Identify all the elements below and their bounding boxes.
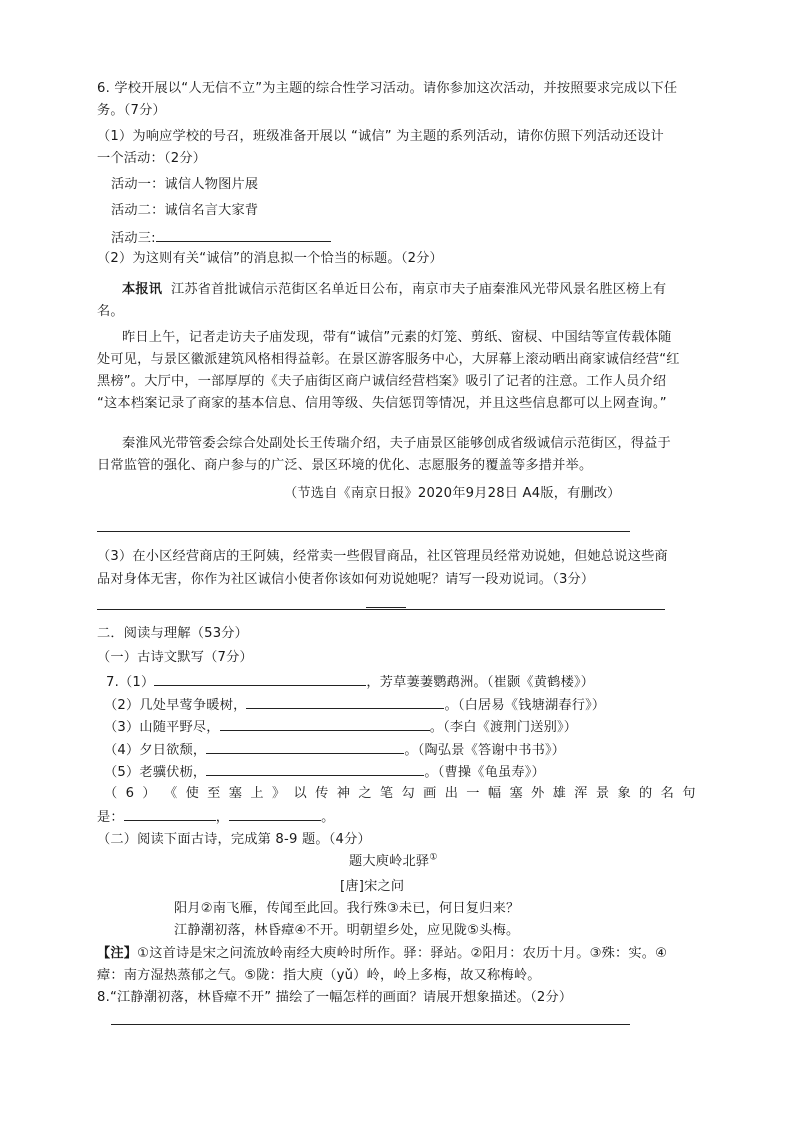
q7-6-char: 神 [336,786,351,801]
q6-sub2: （2）为这则有关“诚信”的消息拟一个恰当的标题。（2分） [97,251,443,266]
part2-heading: 二．阅读与理解（53分） [97,626,249,641]
q7-6-char: 塞 [509,786,523,801]
q7-6-end: 。 [321,810,335,825]
poem-line-2: 江静潮初落，林昏瘴④不开。明朝望乡处，应见陇⑤头梅。 [174,923,520,938]
activity-1: 活动一：诚信人物图片展 [111,177,259,192]
q7-6-char: 象 [617,786,631,801]
notes-label: 【注】 [97,946,138,961]
q6-sub1-line2: 一个活动：（2分） [97,151,207,166]
persuasion-answer-mark [366,607,406,608]
activity-2: 活动二：诚信名言大家背 [111,203,259,218]
title-answer-line[interactable] [97,531,630,532]
q7-1-suffix: ，芳草萋萋鹦鹉洲。（崔颢《黄鹤楼》） [366,675,595,690]
q7-6-char: 传 [315,786,329,801]
q7-2-prefix: （2）几处早莺争暖树， [104,698,247,713]
q7-5-suffix: 。（曹操《龟虽寿》） [424,765,545,780]
q7-3 [104,715,577,739]
q7-6-blank-2[interactable] [229,805,321,821]
q7-6-char: 以 [293,786,307,801]
q7-6-line2 [97,805,335,829]
q7-6-char: 画 [423,786,437,801]
news-p1-text: 江苏省首批诚信示范街区名单近日公布，南京市夫子庙秦淮风光带风景名胜区榜上有 [170,282,667,297]
q7-5-prefix: （5）老骥伏枥， [104,765,207,780]
q7-3-suffix: 。（李白《渡荆门送别》） [429,720,578,735]
news-p3-line1: 秦淮风光带管委会综合处副处长王传瑞介绍，夫子庙景区能够创成省级诚信示范街区，得益于 [122,436,671,451]
q7-5-blank[interactable] [206,760,424,776]
activity-3-label: 活动三: [111,231,156,246]
q7-6-char: 》 [271,786,286,801]
q7-6-char: 塞 [228,786,243,801]
news-p3-line2: 日常监管的强化、商户参与的广泛、景区环境的优化、志愿服务的覆盖等多措并举。 [97,458,593,473]
q7-6-char: 一 [466,786,480,801]
poem-title-note: ① [429,852,438,863]
q7-6-char: 上 [250,786,264,801]
q7-6-char: 至 [207,786,221,801]
q6-sub3-line2: 品对身体无害，你作为社区诚信小使者你该如何劝说她呢？请写一段劝说词。（3分） [97,572,595,587]
news-lead: 本报讯 [122,282,163,297]
notes-text-1: ①这首诗是宋之问流放岭南经大庾岭时所作。驿：驿站。②阳月：农历十月。③殊：实。④ [137,946,668,961]
q7-1 [106,670,594,694]
q8-question: 8.“江静潮初落，林昏瘴不开” 描绘了一幅怎样的画面？请展开想象描述。（2分） [97,990,573,1005]
q7-2-blank[interactable] [246,693,444,709]
activity-3 [111,226,331,250]
q7-5 [104,760,545,784]
q7-6-blank-1[interactable] [124,805,216,821]
q7-4 [104,738,565,762]
q6-sub1-line1: （1）为响应学校的号召，班级准备开展以 “诚信” 为主题的系列活动，请你仿照下列活动还设计 [97,129,664,144]
poem-author: [唐]宋之问 [340,879,405,894]
news-paragraph-1 [122,279,666,301]
news-p1-end: 名。 [97,304,124,319]
poem-title-text: 题大庾岭北驿 [349,854,430,869]
q7-4-prefix: （4）夕日欲颓， [104,743,207,758]
q7-2 [104,693,605,717]
news-p2-line3: 黑榜”。大厅中，一部厚厚的《夫子庙街区商户诚信经营档案》吸引了记者的注意。工作人员介绍 [97,374,667,389]
q6-line2: 务。（7分） [97,103,166,118]
q7-1-blank[interactable] [154,670,366,686]
q7-6-char: （ [104,786,118,801]
news-p2-line1: 昨日上午，记者走访夫子庙发现，带有“诚信”元素的灯笼、剪纸、窗棂、中国结等宣传载体随 [122,330,672,345]
q7-6-char: 6 [125,786,135,801]
q7-3-blank[interactable] [220,715,430,731]
q7-6-char: 之 [358,786,372,801]
poem-notes-line1 [97,943,667,965]
poem-notes-line2: 瘴：南方湿热蒸郁之气。⑤陇：指大庾（yǔ）岭，岭上多梅，故又称梅岭。 [97,968,541,983]
q7-6-char: ） [142,786,156,801]
q7-6-char: 名 [660,786,675,801]
q7-6-char: 浑 [574,786,588,801]
poem-title [349,851,438,873]
q7-6-char: 句 [682,786,696,801]
news-p2-line4: “这本档案记录了商家的基本信息、信用等级、失信惩罚等情况，并且这些信息都可以上网查询。” [97,396,667,411]
q7-6-char: 外 [531,786,545,801]
q7-6-comma: ， [215,810,230,825]
q7-6-char: 笔 [379,786,394,801]
q7-6-char: 使 [185,786,199,801]
news-source: （节选自《南京日报》2020年9月28日 A4版，有删改） [284,486,621,501]
q6-sub3-line1: （3）在小区经营商店的王阿姨，经常卖一些假冒商品，社区管理员经常劝说她，但她总说这些商 [97,549,668,564]
persuasion-answer-line[interactable] [97,609,665,610]
q6-line1: 6. 学校开展以“人无信不立”为主题的综合性学习活动。请你参加这次活动，并按照要求完成以下任 [97,81,678,96]
q8-answer-line[interactable] [111,1024,630,1025]
q7-6-char: 雄 [552,786,567,801]
q7-6-line1 [104,783,696,805]
q7-6-char: 出 [444,786,459,801]
q7-6-char: 幅 [487,786,502,801]
q7-3-prefix: （3）山随平野尽， [104,720,220,735]
q7-2-suffix: 。（白居易《钱塘湖春行》） [444,698,606,713]
news-p2-line2: 处可见，与景区徽派建筑风格相得益彰。在景区游客服务中心，大屏幕上滚动晒出商家诚信经营“红 [97,352,680,367]
q7-6-char: 景 [595,786,610,801]
q7-4-blank[interactable] [206,738,404,754]
q7-6-prefix: 是： [97,810,124,825]
q7-4-suffix: 。（陶弘景《答谢中书书》） [404,743,566,758]
section-2-heading: （二）阅读下面古诗，完成第 8-9 题。（4分） [97,832,371,847]
section-1-heading: （一）古诗文默写（7分） [97,650,253,665]
q7-1-prefix: 7.（1） [106,675,155,690]
poem-line-1: 阳月②南飞雁，传闻至此回。我行殊③未已，何日复归来？ [174,901,520,916]
activity-3-answer-blank[interactable] [156,226,331,242]
q7-6-char: 勾 [401,786,415,801]
q7-6-char: 的 [639,786,653,801]
q7-6-char: 《 [163,786,178,801]
